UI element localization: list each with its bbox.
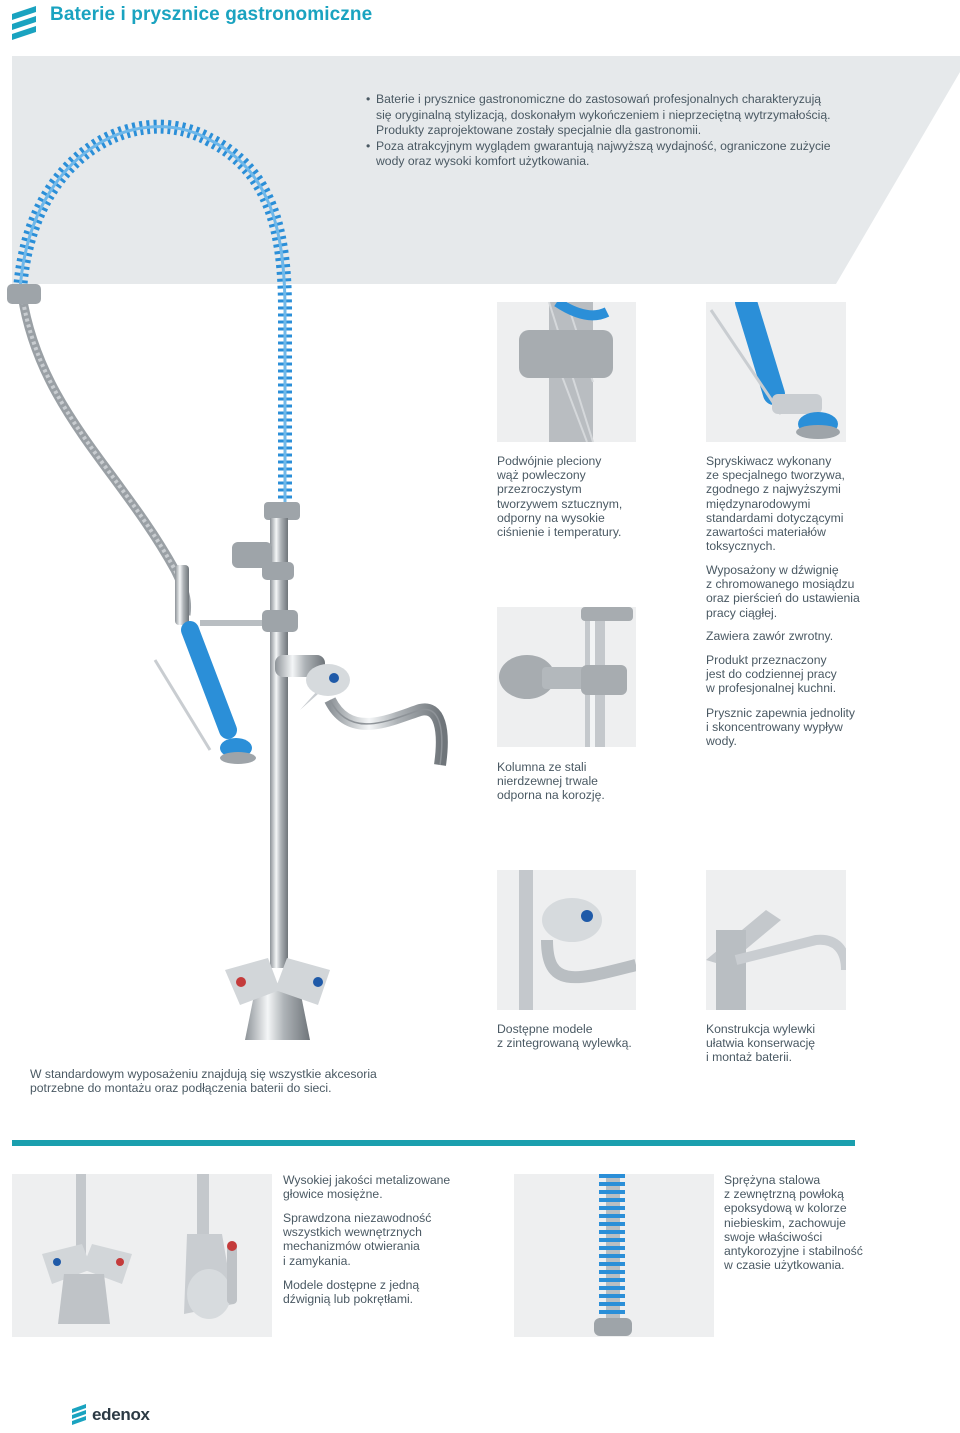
spring-caption: Sprężyna stalowa z zewnętrzną powłoką epoksydową w kolorze niebieskim, zachowuje swoje właściwości antykorozyjne i stabilność w czasie użytkowania. — [724, 1173, 863, 1273]
heads-caption-models: Modele dostępne z jedną dźwignią lub pokrętłami. — [283, 1278, 420, 1307]
intro-bullet: • Baterie i prysznice gastronomiczne do zastosowań profesjonalnych charakteryzują się oryginalną stylizacją, doskonałym wykończeniem i nieprzeciętną wytrzymałością. Produkty zaprojektowane zostały specjalnie dla gastronomii. — [376, 92, 836, 139]
sprayer-caption: Spryskiwacz wykonany ze specjalnego tworzywa, zgodnego z najwyższymi międzynarodowymi standardami dotyczącymi zawartości materiałów toksycznych. — [706, 454, 845, 554]
column-caption: Kolumna ze stali nierdzewnej trwale odporna na korozję. — [497, 760, 605, 803]
mixer-heads-photo — [12, 1174, 272, 1337]
valve-caption: Zawiera zawór zwrotny. — [706, 629, 834, 643]
hose-caption: Podwójnie pleciony wąż powleczony przezroczystym tworzywem sztucznym, odporny na wysokie ciśnienie i temperatury. — [497, 454, 623, 540]
section-divider — [12, 1140, 855, 1146]
steel-spring-photo — [514, 1174, 714, 1337]
daily-use-caption: Produkt przeznaczony jest do codziennej pracy w profesjonalnej kuchni. — [706, 653, 837, 696]
lever-caption: Wyposażony w dźwignię z chromowanego mosiądzu oraz pierścień do ustawienia pracy ciągłej. — [706, 563, 860, 620]
shower-caption: Prysznic zapewnia jednolity i skoncentrowany wypływ wody. — [706, 706, 856, 749]
heads-caption-reliability: Sprawdzona niezawodność wszystkich wewnętrznych mechanizmów otwierania i zamykania. — [283, 1211, 432, 1268]
braided-hose-photo — [497, 302, 636, 442]
steel-column-photo — [497, 607, 636, 747]
page-title: Baterie i prysznice gastronomiczne — [50, 4, 373, 25]
footer-brand: edenox — [92, 1405, 150, 1424]
spout-construction-photo — [706, 870, 846, 1010]
spout-caption: Konstrukcja wylewki ułatwia konserwację i montaż baterii. — [706, 1022, 816, 1065]
standard-equipment-caption: W standardowym wyposażeniu znajdują się wszystkie akcesoria potrzebne do montażu oraz podłączenia baterii do sieci. — [30, 1067, 377, 1096]
models-caption: Dostępne modele z zintegrowaną wylewką. — [497, 1022, 632, 1051]
integrated-spout-photo — [497, 870, 636, 1010]
pre-rinse-faucet-illustration — [0, 110, 470, 1050]
sprayer-photo — [706, 302, 846, 442]
intro-bullet: • Poza atrakcyjnym wyglądem gwarantują najwyższą wydajność, ograniczone zużycie wody oraz wysoki komfort użytkowania. — [376, 139, 836, 170]
heads-caption-quality: Wysokiej jakości metalizowane głowice mosiężne. — [283, 1173, 451, 1202]
footer-logo-icon — [72, 1404, 88, 1428]
